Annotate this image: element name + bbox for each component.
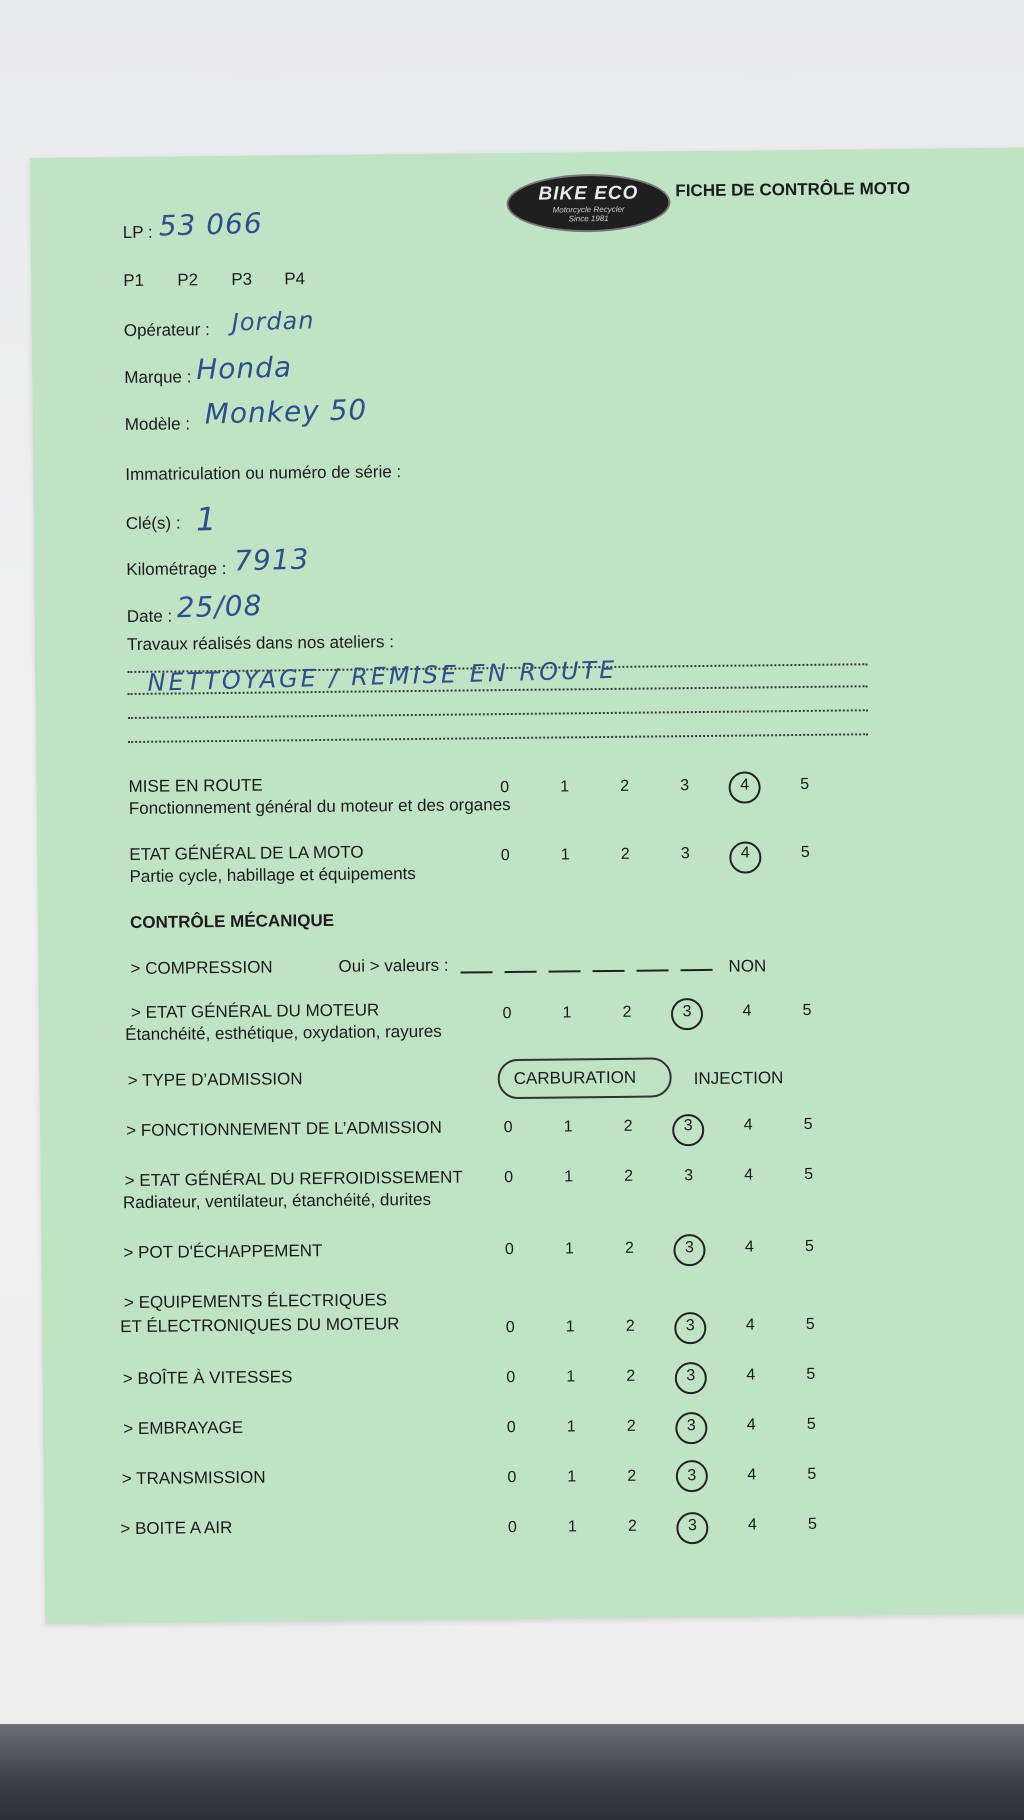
- cooling-title: > ETAT GÉNÉRAL DU REFROIDISSEMENT: [124, 1167, 463, 1191]
- exhaust-score-3[interactable]: 3: [684, 1239, 694, 1257]
- exhaust-score-5[interactable]: 5: [804, 1237, 814, 1255]
- exhaust-score-4[interactable]: 4: [744, 1238, 754, 1256]
- registration-label: Immatriculation ou numéro de série :: [125, 462, 402, 485]
- mechanical-check-title: CONTRÔLE MÉCANIQUE: [129, 910, 335, 932]
- electric-score-0[interactable]: 0: [505, 1318, 515, 1337]
- lp-label: LP :: [122, 222, 153, 243]
- cooling-score-0[interactable]: 0: [504, 1168, 514, 1187]
- electric-score-circle: [674, 1312, 706, 1344]
- compression-yes-label: Oui > valeurs :: [338, 955, 449, 976]
- engine-state-subtitle: Étanchéité, esthétique, oxydation, rayures: [125, 1021, 442, 1045]
- airbox-score-2[interactable]: 2: [627, 1517, 637, 1535]
- date-label: Date :: [126, 606, 173, 627]
- position-p1: P1: [123, 270, 145, 291]
- clutch-score-5[interactable]: 5: [806, 1415, 816, 1433]
- engine-state-title: > ETAT GÉNÉRAL DU MOTEUR: [130, 1000, 380, 1022]
- cooling-score-5[interactable]: 5: [804, 1165, 814, 1183]
- compression-no-label: NON: [728, 956, 767, 976]
- compression-value-1[interactable]: [461, 971, 493, 973]
- electric-score-4[interactable]: 4: [745, 1316, 755, 1334]
- bike-state-score-2[interactable]: 2: [620, 845, 630, 863]
- exhaust-score-0[interactable]: 0: [504, 1240, 514, 1259]
- startup-score-0[interactable]: 0: [500, 779, 510, 797]
- intake-function-score-5[interactable]: 5: [803, 1115, 813, 1133]
- engine-state-score-circle: [671, 998, 703, 1030]
- bike-eco-logo: [506, 173, 671, 233]
- position-p3: P3: [231, 269, 253, 289]
- clutch-score-4[interactable]: 4: [746, 1416, 756, 1434]
- transmission-score-4[interactable]: 4: [747, 1466, 757, 1484]
- mileage-value: 7913: [233, 542, 310, 578]
- compression-label: > COMPRESSION: [130, 957, 273, 978]
- transmission-score-circle: [676, 1460, 708, 1492]
- intake-function-score-4[interactable]: 4: [743, 1116, 753, 1134]
- engine-state-score-2[interactable]: 2: [622, 1003, 632, 1021]
- transmission-score-2[interactable]: 2: [627, 1467, 637, 1485]
- bike-state-score-5[interactable]: 5: [800, 843, 810, 861]
- position-p4: P4: [284, 269, 306, 289]
- intake-function-label: > FONCTIONNEMENT DE L’ADMISSION: [126, 1117, 442, 1141]
- airbox-score-1[interactable]: 1: [567, 1518, 577, 1536]
- operator-label: Opérateur :: [123, 320, 210, 341]
- transmission-score-1[interactable]: 1: [567, 1468, 577, 1486]
- transmission-score-0[interactable]: 0: [507, 1468, 517, 1487]
- electric-subtitle: ET ÉLECTRONIQUES DU MOTEUR: [120, 1314, 400, 1337]
- cooling-subtitle: Radiateur, ventilateur, étanchéité, durites: [122, 1189, 432, 1213]
- exhaust-score-circle: [673, 1234, 705, 1266]
- compression-value-5[interactable]: [637, 969, 669, 971]
- cooling-score-1[interactable]: 1: [564, 1168, 574, 1186]
- bike-state-score-0[interactable]: 0: [500, 847, 510, 865]
- intake-function-score-circle: [672, 1114, 704, 1146]
- electric-title: > EQUIPEMENTS ÉLECTRIQUES: [123, 1290, 388, 1313]
- clutch-score-0[interactable]: 0: [506, 1418, 516, 1437]
- clutch-score-1[interactable]: 1: [566, 1418, 576, 1436]
- gearbox-label: > BOÎTE À VITESSES: [122, 1367, 293, 1389]
- model-label: Modèle :: [124, 414, 191, 435]
- work-line-4: [128, 733, 868, 743]
- bike-state-score-4[interactable]: 4: [740, 844, 750, 862]
- transmission-score-5[interactable]: 5: [807, 1465, 817, 1483]
- bike-state-score-3[interactable]: 3: [680, 845, 690, 863]
- exhaust-score-1[interactable]: 1: [564, 1240, 574, 1258]
- form-title: FICHE DE CONTRÔLE MOTO: [675, 178, 911, 201]
- startup-score-4[interactable]: 4: [740, 776, 750, 794]
- cooling-score-2[interactable]: 2: [624, 1167, 634, 1185]
- intake-carburation-option[interactable]: CARBURATION: [513, 1067, 637, 1088]
- cooling-score-4[interactable]: 4: [744, 1166, 754, 1184]
- lp-value: 53 066: [158, 206, 264, 243]
- inspection-form-sheet: [30, 148, 1024, 1624]
- startup-title: MISE EN ROUTE: [128, 775, 263, 797]
- model-value: Monkey 50: [204, 393, 368, 431]
- airbox-label: > BOITE A AIR: [120, 1517, 233, 1539]
- brand-label: Marque :: [124, 367, 192, 388]
- transmission-label: > TRANSMISSION: [121, 1467, 266, 1489]
- keys-label: Clé(s) :: [125, 513, 181, 534]
- position-p2: P2: [177, 270, 199, 290]
- bike-state-score-1[interactable]: 1: [560, 846, 570, 864]
- airbox-score-5[interactable]: 5: [807, 1515, 817, 1533]
- cooling-score-3[interactable]: 3: [684, 1167, 694, 1185]
- logo-since: Since 1981: [568, 213, 609, 224]
- brand-value: Honda: [195, 350, 293, 387]
- airbox-score-0[interactable]: 0: [507, 1518, 517, 1537]
- engine-state-score-3[interactable]: 3: [682, 1003, 692, 1021]
- engine-state-score-5[interactable]: 5: [802, 1001, 812, 1019]
- work-label: Travaux réalisés dans nos ateliers :: [127, 632, 394, 655]
- intake-injection-option[interactable]: INJECTION: [693, 1068, 784, 1089]
- airbox-score-circle: [676, 1512, 708, 1544]
- intake-function-score-0[interactable]: 0: [503, 1118, 513, 1137]
- exhaust-score-2[interactable]: 2: [624, 1239, 634, 1257]
- date-value: 25/08: [176, 588, 263, 625]
- engine-state-score-4[interactable]: 4: [742, 1002, 752, 1020]
- startup-score-3[interactable]: 3: [680, 777, 690, 795]
- startup-score-2[interactable]: 2: [620, 777, 630, 795]
- startup-score-5[interactable]: 5: [800, 775, 810, 793]
- electric-score-3[interactable]: 3: [685, 1317, 695, 1335]
- compression-value-6[interactable]: [681, 969, 713, 971]
- mileage-label: Kilométrage :: [126, 558, 227, 580]
- compression-value-3[interactable]: [549, 970, 581, 972]
- startup-score-1[interactable]: 1: [560, 778, 570, 796]
- table-surface: [0, 1724, 1024, 1820]
- clutch-score-2[interactable]: 2: [626, 1417, 636, 1435]
- keys-value: 1: [195, 499, 218, 539]
- gearbox-score-2[interactable]: 2: [626, 1367, 636, 1385]
- gearbox-score-0[interactable]: 0: [506, 1368, 516, 1387]
- startup-score-circle: [728, 771, 760, 803]
- clutch-score-circle: [675, 1412, 707, 1444]
- engine-state-score-1[interactable]: 1: [562, 1004, 572, 1022]
- gearbox-score-5[interactable]: 5: [806, 1365, 816, 1383]
- gearbox-score-1[interactable]: 1: [566, 1368, 576, 1386]
- bike-state-title: ETAT GÉNÉRAL DE LA MOTO: [129, 842, 364, 864]
- electric-score-5[interactable]: 5: [805, 1315, 815, 1333]
- gearbox-score-3[interactable]: 3: [686, 1367, 696, 1385]
- intake-function-score-3[interactable]: 3: [683, 1117, 693, 1135]
- startup-subtitle: Fonctionnement général du moteur et des organes: [128, 795, 511, 819]
- logo-tagline: Motorcycle Recycler: [552, 204, 625, 215]
- gearbox-score-4[interactable]: 4: [746, 1366, 756, 1384]
- bike-state-subtitle: Partie cycle, habillage et équipements: [129, 863, 416, 886]
- electric-score-2[interactable]: 2: [625, 1317, 635, 1335]
- clutch-score-3[interactable]: 3: [686, 1417, 696, 1435]
- airbox-score-4[interactable]: 4: [747, 1516, 757, 1534]
- clutch-label: > EMBRAYAGE: [123, 1417, 244, 1439]
- compression-value-4[interactable]: [593, 970, 625, 972]
- work-value: NETTOYAGE / REMISE EN ROUTE: [147, 655, 618, 697]
- logo-title: BIKE ECO: [538, 182, 639, 205]
- electric-score-1[interactable]: 1: [565, 1318, 575, 1336]
- gearbox-score-circle: [675, 1362, 707, 1394]
- exhaust-label: > POT D'ÉCHAPPEMENT: [123, 1240, 323, 1263]
- intake-function-score-1[interactable]: 1: [563, 1118, 573, 1136]
- intake-function-score-2[interactable]: 2: [623, 1117, 633, 1135]
- intake-type-label: > TYPE D’ADMISSION: [127, 1069, 303, 1091]
- airbox-score-3[interactable]: 3: [687, 1517, 697, 1535]
- work-line-3: [128, 709, 868, 719]
- engine-state-score-0[interactable]: 0: [502, 1005, 512, 1023]
- transmission-score-3[interactable]: 3: [687, 1467, 697, 1485]
- compression-value-2[interactable]: [505, 971, 537, 973]
- bike-state-score-circle: [729, 841, 761, 873]
- operator-value: Jordan: [231, 306, 315, 337]
